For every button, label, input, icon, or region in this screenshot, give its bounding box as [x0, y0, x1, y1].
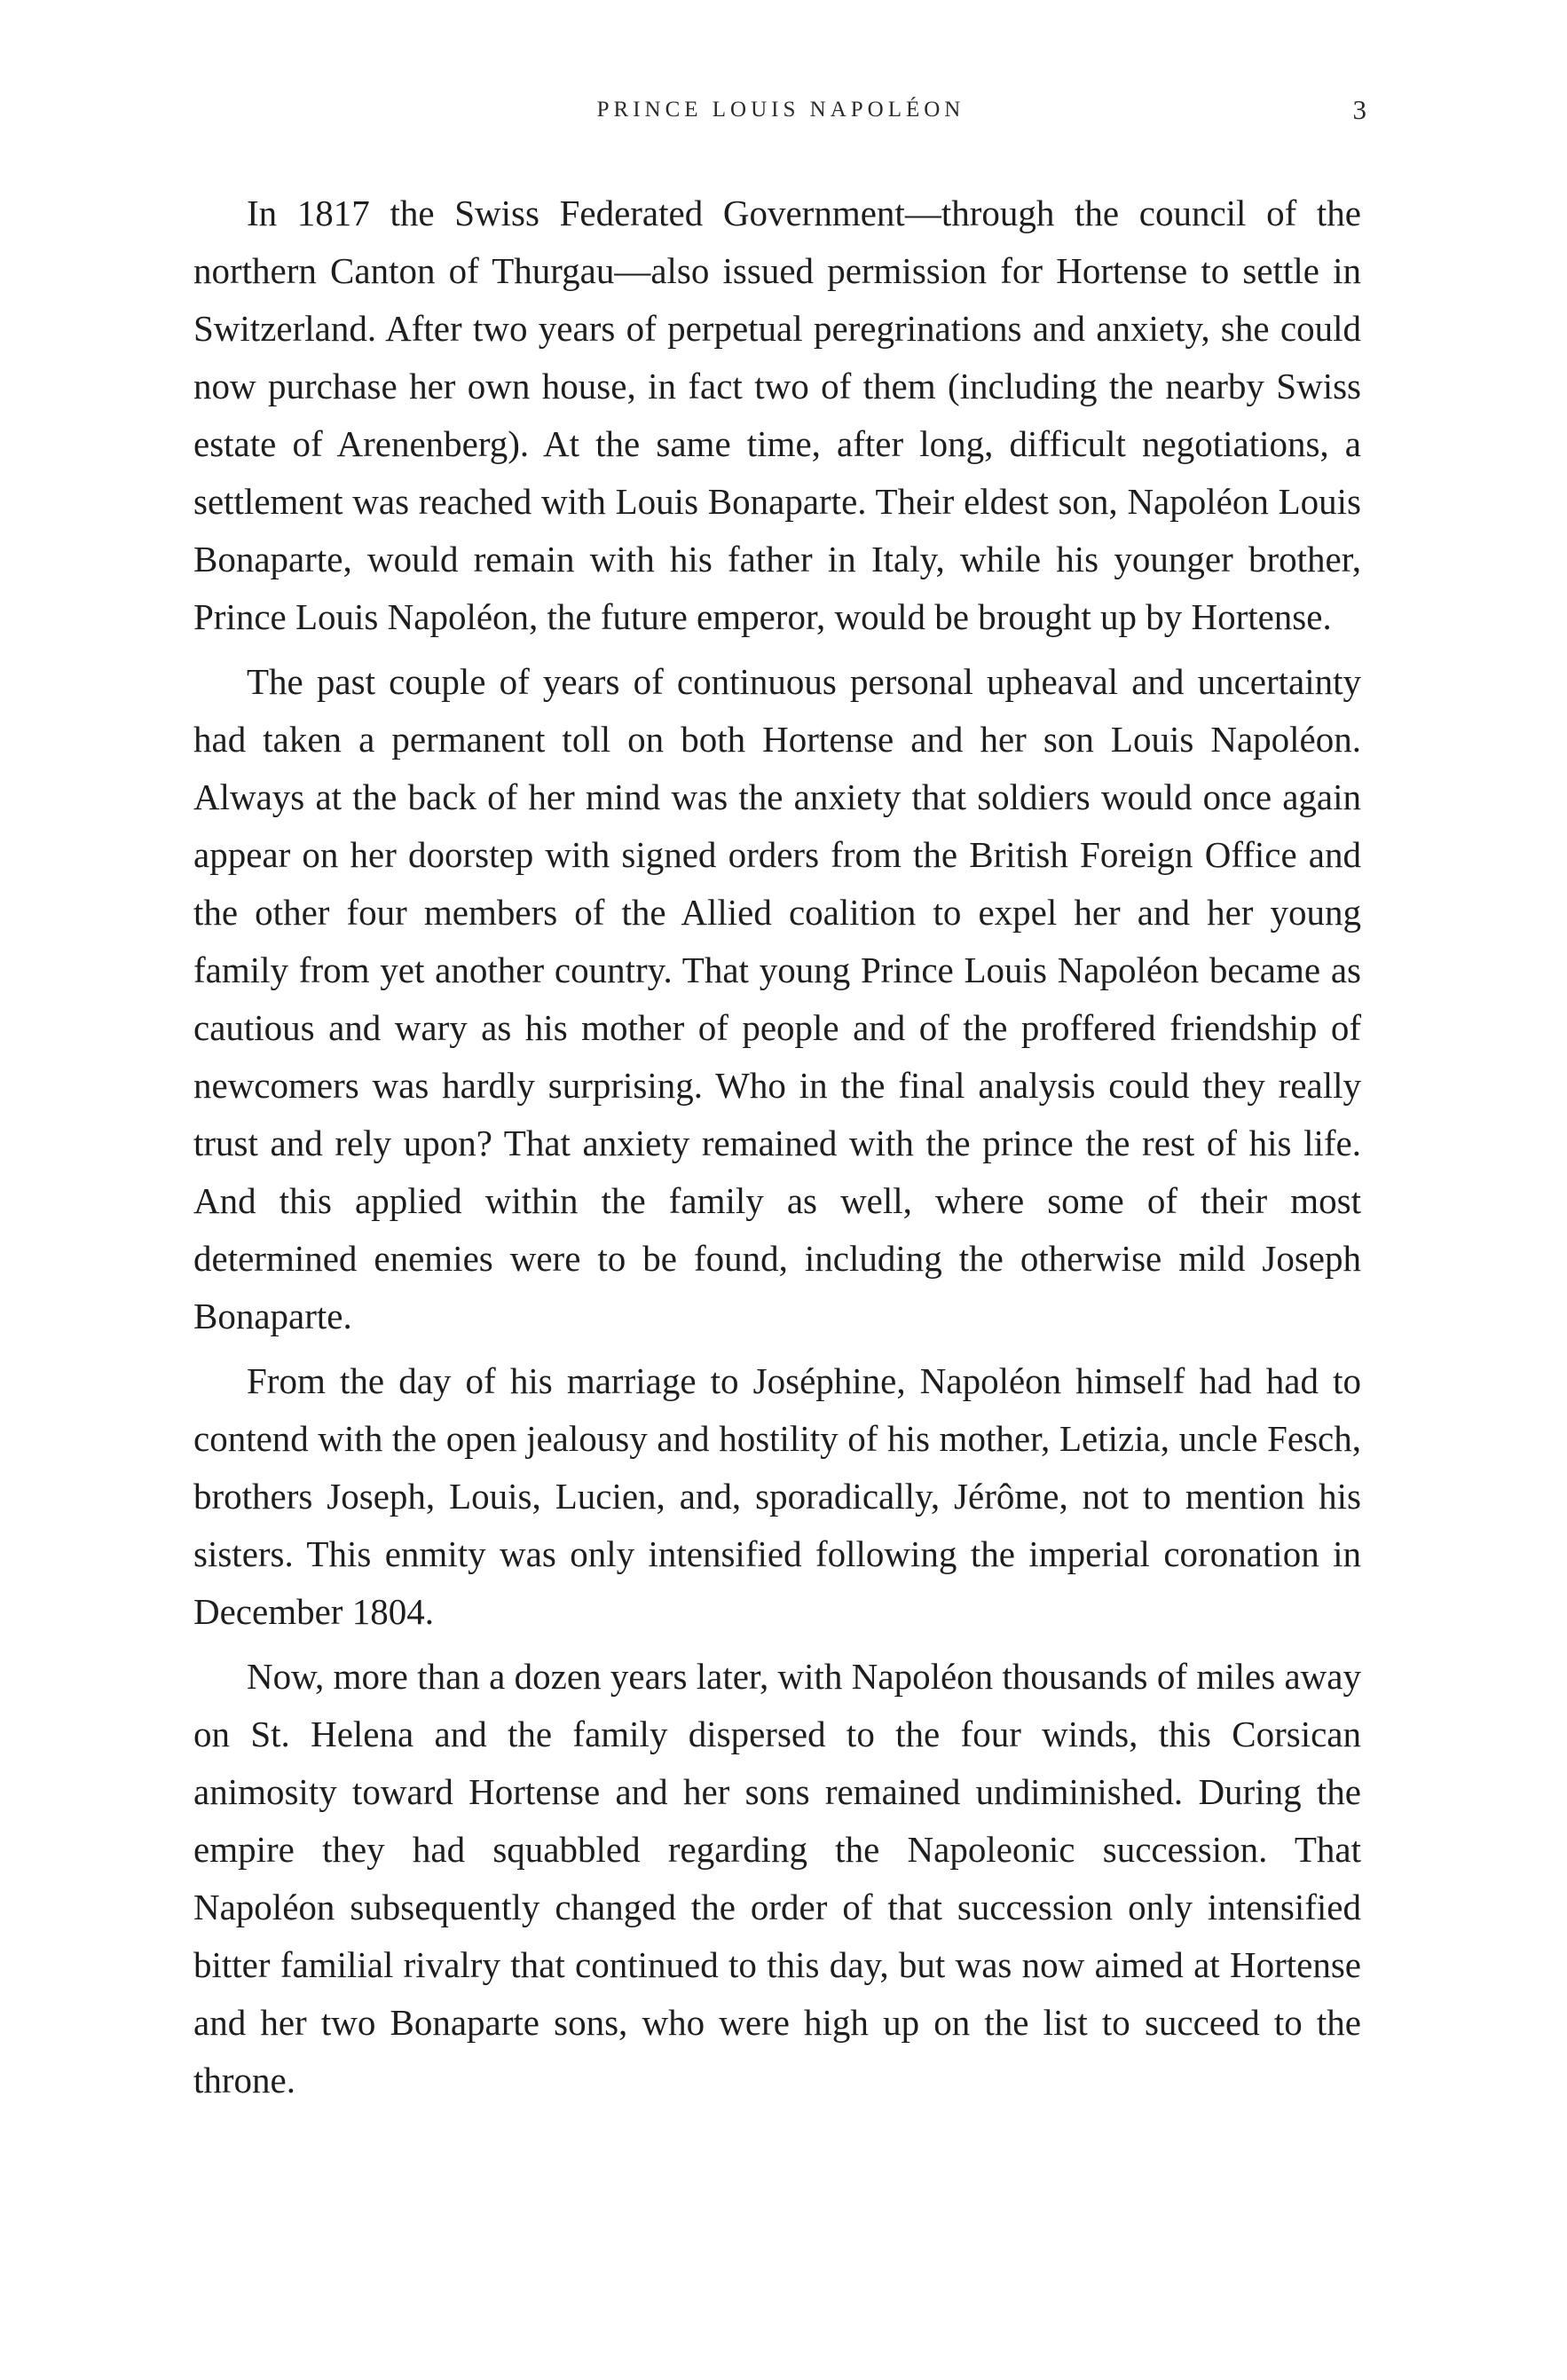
paragraph-2: The past couple of years of continuous personal upheaval and uncertainty had taken a permanent toll on both Hortense and her son Louis Napoléon. Always at the back of her mind was the anxiety that soldiers would once again appear on her doorstep with signed orders from the British Foreign Office and the other four members of the Allied coalition to expel her and her young family from yet another country. That young Prince Louis Napoléon became as cautious and wary as his mother of people and of the proffered friendship of newcomers was hardly surprising. Who in the final analysis could they really trust and rely upon? That anxiety remained with the prince the rest of his life. And this applied within the family as well, where some of their most determined enemies were to be found, including the otherwise mild Joseph Bonaparte.: [193, 661, 1361, 1336]
running-head: [195, 92, 1366, 128]
paragraph-3: From the day of his marriage to Joséphine, Napoléon himself had had to contend with the open jealousy and hostility of his mother, Letizia, uncle Fesch, brothers Joseph, Louis, Lucien, and, sporadically, Jérôme, not to mention his sisters. This enmity was only intensified following the imperial coronation in December 1804.: [193, 1360, 1361, 1632]
body-text: [193, 185, 1361, 2109]
paragraph-1: In 1817 the Swiss Federated Government—through the council of the northern Canton of Thurgau—also issued permission for Hortense to settle in Switzerland. After two years of perpetual peregrinations and anxiety, she could now purchase her own house, in fact two of them (including the nearby Swiss estate of Arenenberg). At the same time, after long, difficult negotiations, a settlement was reached with Louis Bonaparte. Their eldest son, Napoléon Louis Bonaparte, would remain with his father in Italy, while his younger brother, Prince Louis Napoléon, the future emperor, would be brought up by Hortense.: [193, 193, 1361, 637]
page-number: 3: [1352, 94, 1366, 125]
paragraph-4: Now, more than a dozen years later, with Napoléon thousands of miles away on St. Helena and the family dispersed to the four winds, this Corsican animosity toward Hortense and her sons remained undiminished. During the empire they had squabbled regarding the Napoleonic succession. That Napoléon subsequently changed the order of that succession only intensified bitter familial rivalry that continued to this day, but was now aimed at Hortense and her two Bonaparte sons, who were high up on the list to succeed to the throne.: [193, 1656, 1361, 2100]
running-title: PRINCE LOUIS NAPOLÉON: [596, 98, 965, 122]
